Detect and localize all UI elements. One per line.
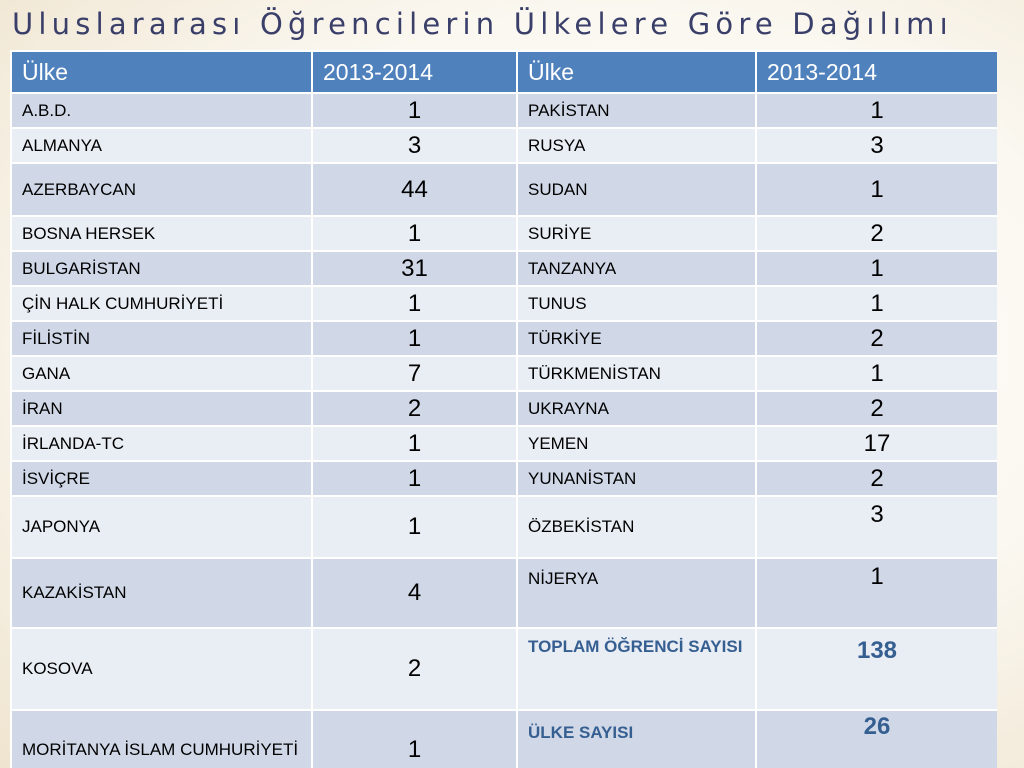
table-row bbox=[11, 128, 997, 163]
count-cell: 7 bbox=[312, 356, 517, 391]
count-cell: 1 bbox=[312, 286, 517, 321]
country-distribution-table bbox=[10, 50, 997, 768]
country-cell: NİJERYA bbox=[517, 558, 756, 628]
count-cell: 2 bbox=[756, 321, 997, 356]
count-cell: 4 bbox=[312, 558, 517, 628]
country-table-wrapper bbox=[10, 50, 997, 768]
country-cell: İRLANDA-TC bbox=[11, 426, 312, 461]
count-cell: 3 bbox=[312, 128, 517, 163]
country-cell: ÖZBEKİSTAN bbox=[517, 496, 756, 558]
count-cell: 2 bbox=[756, 461, 997, 496]
count-cell: 2 bbox=[756, 391, 997, 426]
country-cell: FİLİSTİN bbox=[11, 321, 312, 356]
total-students-value: 138 bbox=[756, 628, 997, 710]
table-row bbox=[11, 558, 997, 628]
country-cell: SURİYE bbox=[517, 216, 756, 251]
count-cell: 2 bbox=[756, 216, 997, 251]
count-cell: 1 bbox=[312, 216, 517, 251]
country-cell: JAPONYA bbox=[11, 496, 312, 558]
table-row bbox=[11, 710, 997, 768]
country-cell: BOSNA HERSEK bbox=[11, 216, 312, 251]
count-cell: 31 bbox=[312, 251, 517, 286]
country-cell: ALMANYA bbox=[11, 128, 312, 163]
country-cell: BULGARİSTAN bbox=[11, 251, 312, 286]
count-cell: 1 bbox=[312, 710, 517, 768]
country-cell: TÜRKMENİSTAN bbox=[517, 356, 756, 391]
table-row bbox=[11, 356, 997, 391]
country-cell: TÜRKİYE bbox=[517, 321, 756, 356]
country-count-value: 26 bbox=[756, 710, 997, 768]
country-cell: A.B.D. bbox=[11, 93, 312, 128]
country-cell: GANA bbox=[11, 356, 312, 391]
count-cell: 1 bbox=[756, 163, 997, 216]
table-header-row bbox=[11, 51, 997, 93]
country-cell: MORİTANYA İSLAM CUMHURİYETİ bbox=[11, 710, 312, 768]
count-cell: 1 bbox=[756, 251, 997, 286]
country-cell: YUNANİSTAN bbox=[517, 461, 756, 496]
count-cell: 1 bbox=[312, 461, 517, 496]
table-row bbox=[11, 426, 997, 461]
table-row bbox=[11, 391, 997, 426]
country-cell: YEMEN bbox=[517, 426, 756, 461]
country-cell: AZERBAYCAN bbox=[11, 163, 312, 216]
total-students-label: TOPLAM ÖĞRENCİ SAYISI bbox=[517, 628, 756, 710]
header-year-left: 2013-2014 bbox=[312, 51, 517, 93]
count-cell: 1 bbox=[756, 93, 997, 128]
country-count-label: ÜLKE SAYISI bbox=[517, 710, 756, 768]
count-cell: 17 bbox=[756, 426, 997, 461]
count-cell: 44 bbox=[312, 163, 517, 216]
table-row bbox=[11, 321, 997, 356]
header-country-left: Ülke bbox=[11, 51, 312, 93]
country-cell: KOSOVA bbox=[11, 628, 312, 710]
country-cell: SUDAN bbox=[517, 163, 756, 216]
count-cell: 1 bbox=[312, 321, 517, 356]
count-cell: 3 bbox=[756, 128, 997, 163]
count-cell: 1 bbox=[312, 93, 517, 128]
table-row bbox=[11, 93, 997, 128]
country-cell: ÇİN HALK CUMHURİYETİ bbox=[11, 286, 312, 321]
count-cell: 1 bbox=[312, 496, 517, 558]
country-cell: TANZANYA bbox=[517, 251, 756, 286]
table-row bbox=[11, 251, 997, 286]
header-country-right: Ülke bbox=[517, 51, 756, 93]
table-row bbox=[11, 286, 997, 321]
count-cell: 1 bbox=[756, 286, 997, 321]
table-row bbox=[11, 496, 997, 558]
country-cell: UKRAYNA bbox=[517, 391, 756, 426]
count-cell: 1 bbox=[756, 558, 997, 628]
country-cell: RUSYA bbox=[517, 128, 756, 163]
header-year-right: 2013-2014 bbox=[756, 51, 997, 93]
table-row bbox=[11, 216, 997, 251]
count-cell: 2 bbox=[312, 391, 517, 426]
page-title: Uluslararası Öğrencilerin Ülkelere Göre Dağılımı bbox=[12, 7, 953, 41]
count-cell: 3 bbox=[756, 496, 997, 558]
count-cell: 1 bbox=[756, 356, 997, 391]
country-cell: TUNUS bbox=[517, 286, 756, 321]
country-cell: KAZAKİSTAN bbox=[11, 558, 312, 628]
country-cell: PAKİSTAN bbox=[517, 93, 756, 128]
table-row bbox=[11, 163, 997, 216]
table-row bbox=[11, 628, 997, 710]
table-row bbox=[11, 461, 997, 496]
count-cell: 2 bbox=[312, 628, 517, 710]
country-cell: İRAN bbox=[11, 391, 312, 426]
country-cell: İSVİÇRE bbox=[11, 461, 312, 496]
count-cell: 1 bbox=[312, 426, 517, 461]
